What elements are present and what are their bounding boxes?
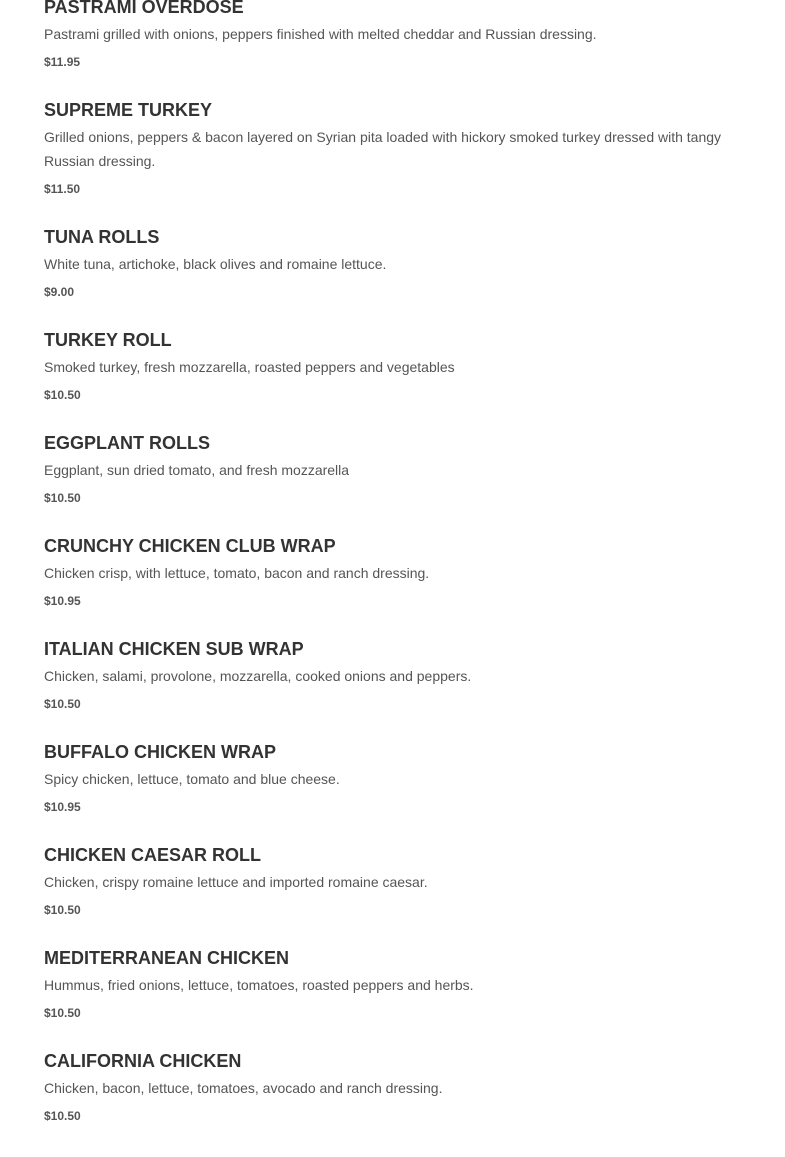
menu-item-price: $9.00 <box>44 285 75 299</box>
menu-item-name: CRUNCHY CHICKEN CLUB WRAP <box>44 536 336 556</box>
menu-item-description: Eggplant, sun dried tomato, and fresh mozzarella <box>44 462 350 478</box>
menu-item-buffalo-chicken-wrap <box>44 737 724 840</box>
menu-item-price: $10.50 <box>44 491 81 505</box>
menu-item-name: CALIFORNIA CHICKEN <box>44 1051 242 1071</box>
menu-item-name: ITALIAN CHICKEN SUB WRAP <box>44 639 304 659</box>
menu-item-description: Chicken, bacon, lettuce, tomatoes, avocado and ranch dressing. <box>44 1080 443 1096</box>
menu-item-price: $11.50 <box>44 182 81 196</box>
menu-item-name: TURKEY ROLL <box>44 330 172 350</box>
menu-item-price: $10.50 <box>44 697 81 711</box>
menu-item-description: Hummus, fried onions, lettuce, tomatoes, roasted peppers and herbs. <box>44 977 474 993</box>
menu-item-name: SUPREME TURKEY <box>44 100 213 120</box>
menu-item-price: $10.50 <box>44 1109 81 1123</box>
menu-item-price: $10.50 <box>44 903 81 917</box>
menu-item-chicken-caesar-roll <box>44 840 724 943</box>
menu-item-price: $10.95 <box>44 594 81 608</box>
menu-item-description: Chicken, crispy romaine lettuce and imported romaine caesar. <box>44 874 428 890</box>
menu-item-pastrami-overdose <box>44 0 724 95</box>
menu-item-tuna-rolls <box>44 222 724 325</box>
menu-item-description: Chicken crisp, with lettuce, tomato, bacon and ranch dressing. <box>44 565 430 581</box>
menu-item-crunchy-chicken-club-wrap <box>44 531 724 634</box>
menu-item-price: $11.95 <box>44 55 81 69</box>
menu-item-name: BUFFALO CHICKEN WRAP <box>44 742 276 762</box>
menu-item-name: PASTRAMI OVERDOSE <box>44 0 244 17</box>
menu-item-price: $10.50 <box>44 388 81 402</box>
menu-item-turkey-roll <box>44 325 724 428</box>
menu-item-name: CHICKEN CAESAR ROLL <box>44 845 262 865</box>
menu-item-mediterranean-chicken <box>44 943 724 1046</box>
menu-item-price: $10.95 <box>44 800 81 814</box>
menu-item-italian-chicken-sub-wrap <box>44 634 724 737</box>
menu-item-supreme-turkey <box>44 95 724 222</box>
menu-item-description: White tuna, artichoke, black olives and romaine lettuce. <box>44 256 387 272</box>
menu-item-eggplant-rolls <box>44 428 724 531</box>
menu-item-description: Spicy chicken, lettuce, tomato and blue cheese. <box>44 771 340 787</box>
menu-item-description: Grilled onions, peppers & bacon layered on Syrian pita loaded with hickory smoked turkey dressed with tangy Russian dressing. <box>44 129 722 169</box>
menu-list <box>44 0 724 1149</box>
menu-item-description: Smoked turkey, fresh mozzarella, roasted peppers and vegetables <box>44 359 455 375</box>
menu-item-price: $10.50 <box>44 1006 81 1020</box>
menu-item-description: Pastrami grilled with onions, peppers finished with melted cheddar and Russian dressing. <box>44 26 597 42</box>
menu-item-california-chicken <box>44 1046 724 1149</box>
menu-item-name: EGGPLANT ROLLS <box>44 433 210 453</box>
menu-item-name: MEDITERRANEAN CHICKEN <box>44 948 290 968</box>
menu-item-description: Chicken, salami, provolone, mozzarella, cooked onions and peppers. <box>44 668 472 684</box>
menu-item-name: TUNA ROLLS <box>44 227 160 247</box>
